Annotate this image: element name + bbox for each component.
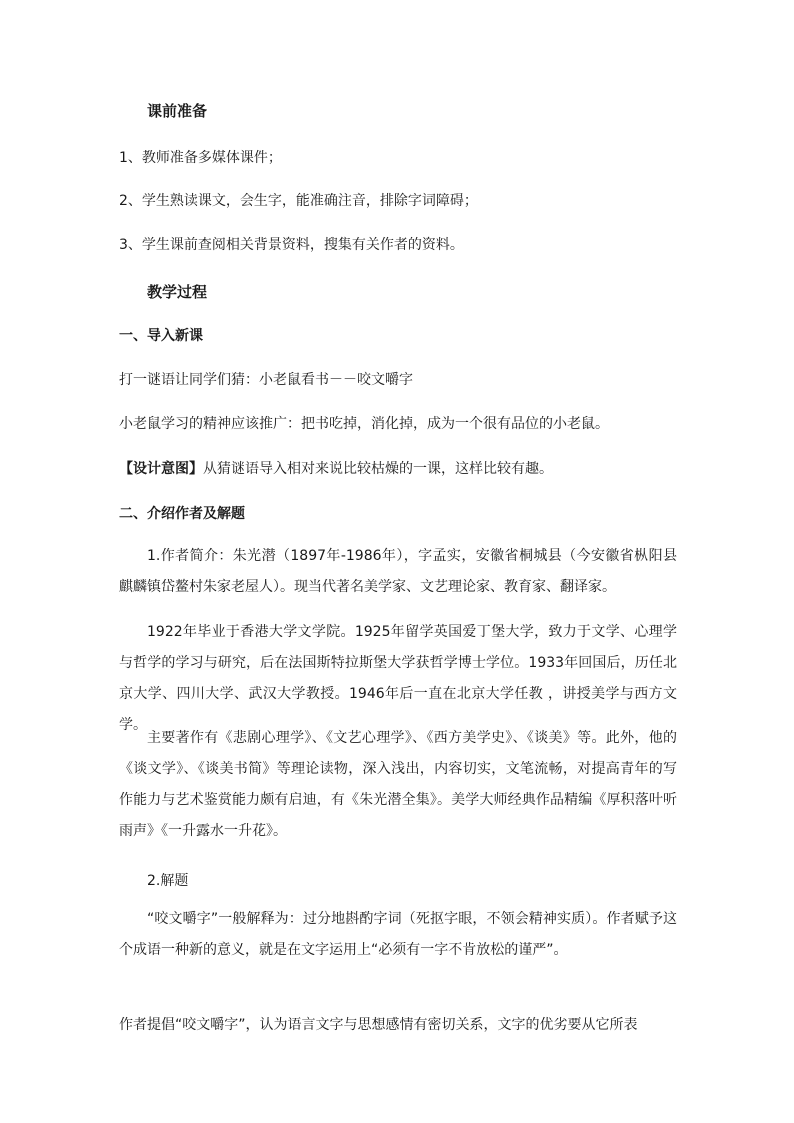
process-heading: 教学过程 [147,283,208,301]
prep-item-1: 1、教师准备多媒体课件； [119,150,282,166]
explain-paragraph-1: “咬文嚼字”一般解释为：过分地斟酌字词（死抠字眼，不领会精神实质）。作者赋予这个成语一种新的意义，就是在文字运用上“必须有一字不肯放松的谨严”。 [119,911,677,958]
prep-item-3: 3、学生课前查阅相关背景资料，搜集有关作者的资料。 [119,237,464,253]
title-explain-label: 2.解题 [147,873,189,889]
explain-paragraph-2: 作者提倡“咬文嚼字”，认为语言文字与思想感情有密切关系，文字的优劣要从它所表 [119,1017,638,1033]
section2-title: 二、介绍作者及解题 [119,506,245,522]
prep-heading: 课前准备 [147,102,208,120]
career-paragraph: 1922年毕业于香港大学文学院。1925年留学英国爱丁堡大学，致力于文学、心理学与哲学的学习与研究，后在法国斯特拉斯堡大学获哲学博士学位。1933年回国后，历任北京大学、四川大学、武汉大学教授。1946年后一直在北京大学任教 ，讲授美学与西方文学。 [119,624,677,733]
riddle-text: 打一谜语让同学们猜：小老鼠看书－－咬文嚼字 [119,372,413,388]
prep-item-2: 2、学生熟读课文，会生字，能准确注音，排除字词障碍； [119,193,478,209]
works-paragraph: 主要著作有《悲剧心理学》、《文艺心理学》、《西方美学史》、《谈美》等。此外，他的《谈文学》、《谈美书简》等理论读物，深入浅出，内容切实，文笔流畅，对提高青年的写作能力与艺术鉴赏能力颇有启迪，有《朱光潜全集》。美学大师经典作品精编《厚积落叶听雨声》《一升露水一升花》。 [119,730,677,839]
design-intent-text: 从猜谜语导入相对来说比较枯燥的一课，这样比较有趣。 [203,461,553,477]
section1-title: 一、导入新课 [119,328,203,344]
author-intro-paragraph: 1.作者简介：朱光潜（1897年-1986年），字孟实，安徽省桐城县（今安徽省枞阳县麒麟镇岱鳌村朱家老屋人）。现当代著名美学家、文艺理论家、教育家、翻译家。 [119,548,677,595]
design-intent-label: 【设计意图】 [119,461,203,477]
design-intent [119,459,679,479]
spirit-text: 小老鼠学习的精神应该推广：把书吃掉，消化掉，成为一个很有品位的小老鼠。 [119,416,609,432]
